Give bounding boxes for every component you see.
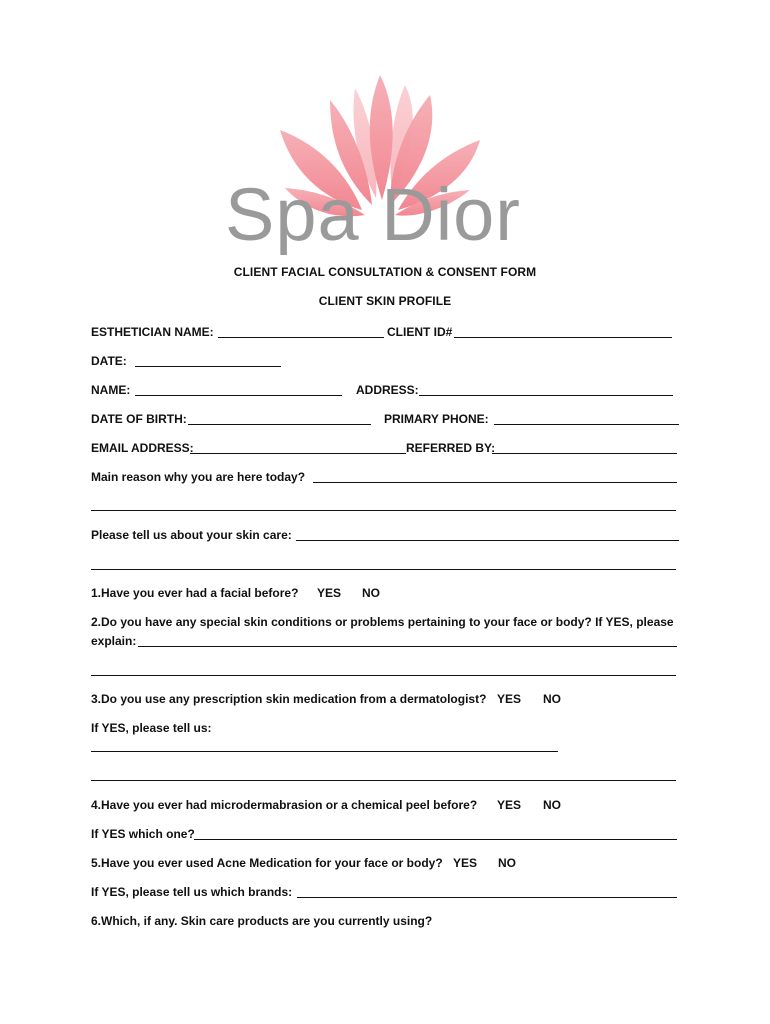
referred-by-label: REFERRED BY: bbox=[406, 441, 496, 455]
row-esthetician-clientid bbox=[91, 324, 681, 340]
question-2-line-1 bbox=[91, 614, 691, 630]
question-3-text: 3.Do you use any prescription skin medication from a dermatologist? bbox=[91, 692, 487, 706]
main-reason-field[interactable] bbox=[313, 482, 677, 483]
question-2-explain-field[interactable] bbox=[138, 646, 677, 647]
row-name-address bbox=[91, 382, 681, 398]
question-3-no[interactable]: NO bbox=[543, 692, 561, 706]
question-5-no[interactable]: NO bbox=[498, 856, 516, 870]
question-5-follow-label: If YES, please tell us which brands: bbox=[91, 885, 293, 899]
esthetician-name-field[interactable] bbox=[218, 337, 384, 338]
skin-care-extra-line[interactable] bbox=[91, 569, 676, 570]
primary-phone-field[interactable] bbox=[494, 424, 679, 425]
row-dob-phone bbox=[91, 411, 681, 427]
question-3-answer-line-2[interactable] bbox=[91, 780, 676, 781]
esthetician-name-label: ESTHETICIAN NAME: bbox=[91, 325, 214, 339]
question-4-follow-label: If YES which one? bbox=[91, 827, 195, 841]
client-id-field[interactable] bbox=[454, 337, 672, 338]
question-4-follow bbox=[91, 826, 681, 842]
date-of-birth-field[interactable] bbox=[188, 424, 371, 425]
question-6-text: 6.Which, if any. Skin care products are you currently using? bbox=[91, 914, 433, 928]
question-1-no[interactable]: NO bbox=[362, 586, 380, 600]
form-title: CLIENT FACIAL CONSULTATION & CONSENT FORM bbox=[233, 265, 537, 279]
question-4-text: 4.Have you ever had microdermabrasion or a chemical peel before? bbox=[91, 798, 478, 812]
question-5-follow-field[interactable] bbox=[297, 897, 677, 898]
logo-brand-text: Spa Dior bbox=[225, 173, 521, 255]
question-2-text: 2.Do you have any special skin conditions or problems pertaining to your face or body? If YES, please bbox=[91, 615, 674, 629]
question-5-follow bbox=[91, 884, 681, 900]
referred-by-field[interactable] bbox=[492, 453, 677, 454]
question-1 bbox=[91, 585, 491, 601]
form-subtitle: CLIENT SKIN PROFILE bbox=[318, 294, 452, 308]
question-5 bbox=[91, 855, 591, 871]
question-4-yes[interactable]: YES bbox=[497, 798, 522, 812]
spa-dior-logo bbox=[0, 70, 770, 255]
question-5-text: 5.Have you ever used Acne Medication for your face or body? bbox=[91, 856, 443, 870]
date-label: DATE: bbox=[91, 354, 127, 368]
name-field[interactable] bbox=[135, 395, 342, 396]
date-of-birth-label: DATE OF BIRTH: bbox=[91, 412, 187, 426]
question-4-no[interactable]: NO bbox=[543, 798, 561, 812]
question-5-yes[interactable]: YES bbox=[453, 856, 478, 870]
date-field[interactable] bbox=[135, 366, 281, 367]
lotus-flower-logo-graphic bbox=[0, 70, 770, 255]
question-2-line-2 bbox=[91, 633, 681, 649]
row-email-referred bbox=[91, 440, 681, 456]
main-reason-extra-line[interactable] bbox=[91, 510, 676, 511]
question-6 bbox=[91, 913, 491, 929]
name-label: NAME: bbox=[91, 383, 131, 397]
question-1-text: 1.Have you ever had a facial before? bbox=[91, 586, 299, 600]
question-2-extra-line[interactable] bbox=[91, 675, 676, 676]
question-4 bbox=[91, 797, 591, 813]
question-3-answer-line-1[interactable] bbox=[91, 751, 558, 752]
question-3-follow-label: If YES, please tell us: bbox=[91, 721, 212, 735]
address-label: ADDRESS: bbox=[356, 383, 419, 397]
row-main-reason bbox=[91, 469, 681, 485]
skin-care-field[interactable] bbox=[296, 540, 679, 541]
address-field[interactable] bbox=[419, 395, 673, 396]
question-3-follow bbox=[91, 720, 391, 736]
main-reason-label: Main reason why you are here today? bbox=[91, 470, 306, 484]
client-id-label: CLIENT ID# bbox=[387, 325, 453, 339]
question-3-yes[interactable]: YES bbox=[497, 692, 522, 706]
question-2-explain-label: explain: bbox=[91, 634, 137, 648]
email-address-label: EMAIL ADDRESS: bbox=[91, 441, 194, 455]
row-date bbox=[91, 353, 291, 369]
row-skin-care bbox=[91, 527, 681, 543]
skin-care-label: Please tell us about your skin care: bbox=[91, 528, 292, 542]
primary-phone-label: PRIMARY PHONE: bbox=[384, 412, 489, 426]
question-4-follow-field[interactable] bbox=[194, 839, 677, 840]
email-address-field[interactable] bbox=[190, 453, 406, 454]
question-1-yes[interactable]: YES bbox=[317, 586, 342, 600]
question-3 bbox=[91, 691, 591, 707]
